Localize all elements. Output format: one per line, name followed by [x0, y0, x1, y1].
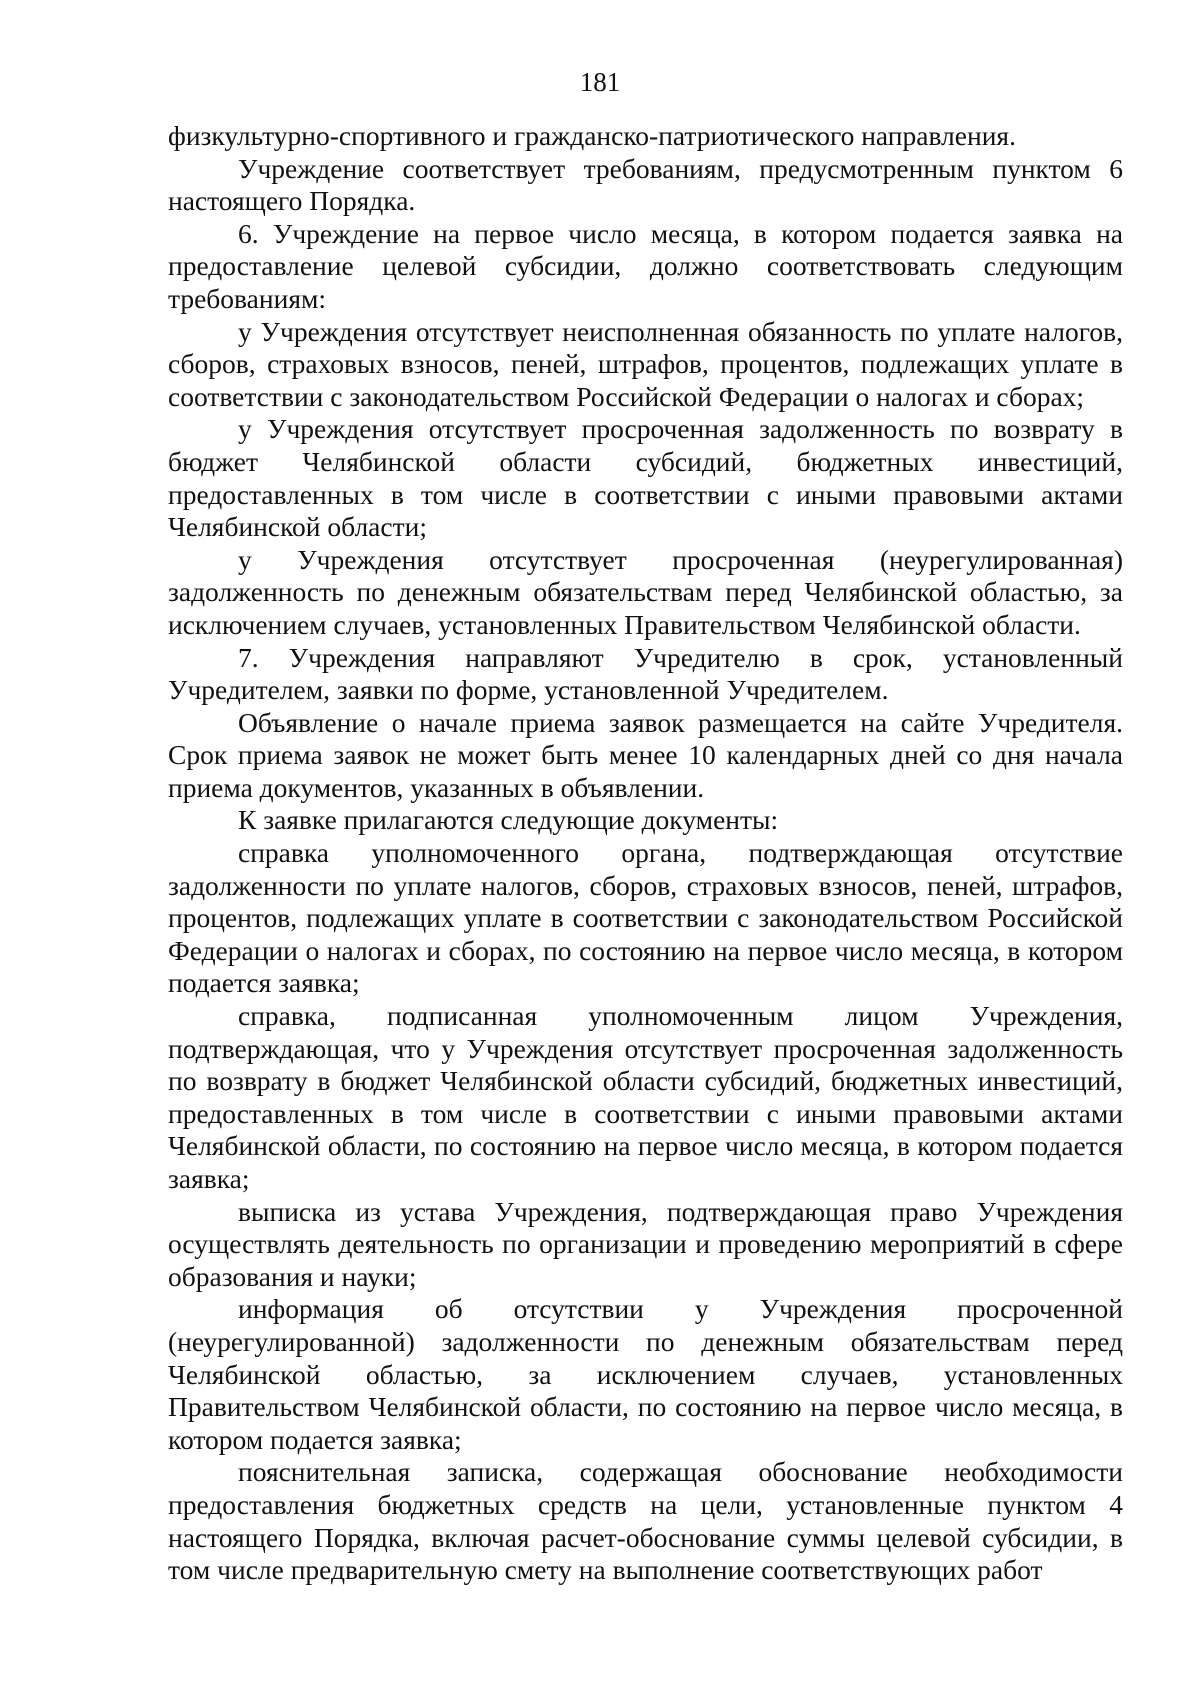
paragraph: пояснительная записка, содержащая обоснование необходимости предоставления бюджетных средств на цели, установленные пунктом 4 настоящего Порядка, включая расчет-обоснование суммы целевой субсидии, в том числе предварительную смету на выполнение соответствующих работ	[168, 1456, 1123, 1586]
document-body	[168, 120, 1123, 1587]
paragraph-item-7: 7. Учреждения направляют Учредителю в срок, установленный Учредителем, заявки по форме, установленной Учредителем.	[168, 641, 1123, 706]
paragraph: выписка из устава Учреждения, подтверждающая право Учреждения осуществлять деятельность по организации и проведению мероприятий в сфере образования и науки;	[168, 1195, 1123, 1292]
paragraph: Объявление о начале приема заявок размещается на сайте Учредителя. Срок приема заявок не может быть менее 10 календарных дней со дня начала приема документов, указанных в объявлении.	[168, 706, 1123, 803]
paragraph-item-6: 6. Учреждение на первое число месяца, в котором подается заявка на предоставление целевой субсидии, должно соответствовать следующим требованиям:	[168, 217, 1123, 314]
paragraph: у Учреждения отсутствует неисполненная обязанность по уплате налогов, сборов, страховых взносов, пеней, штрафов, процентов, подлежащих уплате в соответствии с законодательством Российской Федерации о налогах и сборах;	[168, 315, 1123, 412]
page-number: 181	[579, 67, 621, 97]
paragraph: у Учреждения отсутствует просроченная (неурегулированная) задолженность по денежным обязательствам перед Челябинской областью, за исключением случаев, установленных Правительством Челябинской области.	[168, 543, 1123, 640]
paragraph: справка, подписанная уполномоченным лицом Учреждения, подтверждающая, что у Учреждения отсутствует просроченная задолженность по возврату в бюджет Челябинской области субсидий, бюджетных инвестиций, предоставленных в том числе в соответствии с иными правовыми актами Челябинской области, по состоянию на первое число месяца, в котором подается заявка;	[168, 1000, 1123, 1194]
paragraph: К заявке прилагаются следующие документы:	[238, 804, 779, 836]
paragraph: Учреждение соответствует требованиям, предусмотренным пунктом 6 настоящего Порядка.	[168, 152, 1123, 217]
paragraph: справка уполномоченного органа, подтверждающая отсутствие задолженности по уплате налогов, сборов, страховых взносов, пеней, штрафов, процентов, подлежащих уплате в соответствии с законодательством Российской Федерации о налогах и сборах, по состоянию на первое число месяца, в котором подается заявка;	[168, 837, 1123, 999]
paragraph-continuation: физкультурно-спортивного и гражданско-патриотического направления.	[168, 120, 1016, 151]
paragraph: информация об отсутствии у Учреждения просроченной (неурегулированной) задолженности по денежным обязательствам перед Челябинской областью, за исключением случаев, установленных Правительством Челябинской области, по состоянию на первое число месяца, в котором подается заявка;	[168, 1293, 1123, 1455]
paragraph: у Учреждения отсутствует просроченная задолженность по возврату в бюджет Челябинской области субсидий, бюджетных инвестиций, предоставленных в том числе в соответствии с иными правовыми актами Челябинской области;	[168, 413, 1123, 543]
